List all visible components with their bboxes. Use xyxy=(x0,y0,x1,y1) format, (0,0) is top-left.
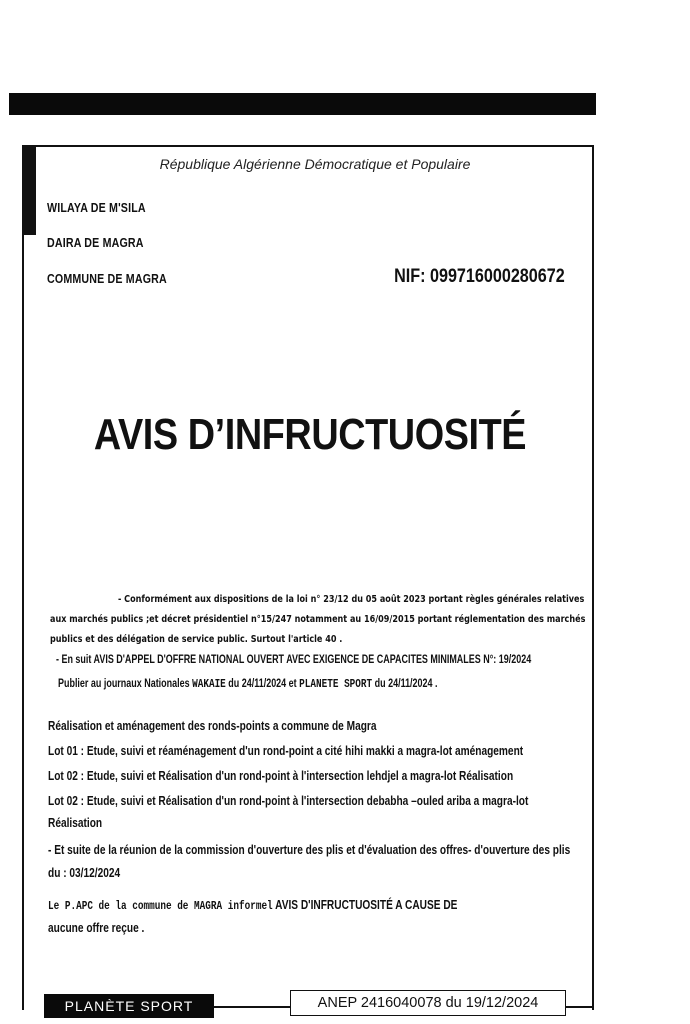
lot-item: Lot 02 : Etude, suivi et Réalisation d'un rond-point à l'intersection lehdjel a magra-lot Réalisation xyxy=(48,768,514,783)
page-title: AVIS D’INFRUCTUOSITÉ xyxy=(93,410,527,459)
nif-number: NIF: 099716000280672 xyxy=(394,266,565,287)
publication-line xyxy=(58,677,437,691)
appel-offre-line: - En suit AVIS D'APPEL D'OFFRE NATIONAL OUVERT AVEC EXIGENCE DE CAPACITES MINIMALES N°: 19/2024 xyxy=(56,654,532,666)
conclusion-end: aucune offre reçue . xyxy=(48,920,145,935)
frame-left-accent xyxy=(22,145,36,235)
lot-item: Lot 01 : Etude, suivi et réaménagement d'un rond-point a cité hihi makki a magra-lot aménagement xyxy=(48,743,524,758)
anep-reference: ANEP 2416040078 du 19/12/2024 xyxy=(290,990,566,1016)
reunion-date: du : 03/12/2024 xyxy=(48,865,121,880)
newspaper-1-date: du 24/11/2024 et xyxy=(228,678,297,690)
footer-rule-left xyxy=(214,1006,290,1008)
daira-label: DAIRA DE MAGRA xyxy=(47,235,144,250)
top-black-bar xyxy=(9,93,596,115)
newspaper-2-date: du 24/11/2024 . xyxy=(374,678,438,690)
commune-label: COMMUNE DE MAGRA xyxy=(47,271,167,286)
newspaper-2: PLANETE SPORT xyxy=(299,677,373,691)
conclusion-avis: AVIS D'INFRUCTUOSITÉ A CAUSE DE xyxy=(275,897,458,912)
lot-item-continued: Réalisation xyxy=(48,815,103,830)
legal-reference: - Conformément aux dispositions de la loi n° 23/12 du 05 août 2023 portant règles générales relatives aux marchés publics ;et décret présidentiel n°15/247 notamment au 16/09/2015 portant réglementation des marchés publics et des délégation de service public. Surtout l'article 40 . xyxy=(50,594,586,645)
wilaya-label: WILAYA DE M'SILA xyxy=(47,200,146,215)
footer-rule-right xyxy=(566,1006,594,1008)
reunion-line: - Et suite de la réunion de la commission d'ouverture des plis et d'évaluation des offres- d'ouverture des plis xyxy=(48,842,571,857)
conclusion-prefix: Le P.APC de la commune de MAGRA informel xyxy=(48,899,273,913)
project-title: Réalisation et aménagement des ronds-points a commune de Magra xyxy=(48,718,377,733)
publication-prefix: Publier au journaux Nationales xyxy=(58,678,190,690)
lot-item: Lot 02 : Etude, suivi et Réalisation d'un rond-point à l'intersection debabha –ouled ariba a magra-lot xyxy=(48,793,529,808)
newspaper-1: WAKAIE xyxy=(192,677,226,691)
conclusion-line xyxy=(48,897,457,913)
republic-heading: République Algérienne Démocratique et Populaire xyxy=(159,156,471,172)
newspaper-badge: PLANÈTE SPORT xyxy=(44,994,214,1018)
